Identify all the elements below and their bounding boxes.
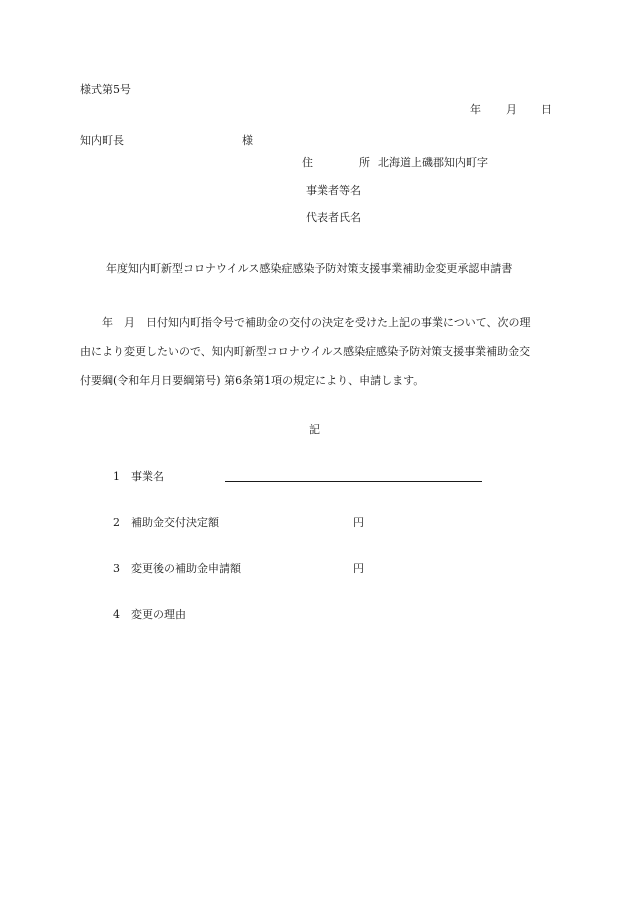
item-1-label: 事業名 <box>131 470 164 483</box>
address-label-second-char: 所 <box>359 156 370 169</box>
item-2-unit: 円 <box>353 516 364 529</box>
form-number: 様式第5号 <box>80 83 131 96</box>
body-line-3: 付要綱(令和年月日要綱第号) 第6条第1項の規定により、申請します。 <box>80 374 425 387</box>
addressee-honorific: 様 <box>242 134 253 147</box>
project-name-underline <box>225 481 482 482</box>
item-3-number: 3 <box>113 562 120 575</box>
body-paragraph <box>80 308 550 395</box>
item-4-label: 変更の理由 <box>131 608 186 621</box>
document-title: 年度知内町新型コロナウイルス感染症感染予防対策支援事業補助金変更承認申請書 <box>106 262 513 275</box>
item-1-number: 1 <box>113 470 120 483</box>
address-label-first-char: 住 <box>302 156 313 169</box>
body-line-2: 由により変更したいので、知内町新型コロナウイルス感染症感染予防対策支援事業補助金交 <box>80 345 531 358</box>
item-4-number: 4 <box>113 608 120 621</box>
address-value: 北海道上磯郡知内町字 <box>378 156 488 169</box>
addressee-name: 知内町長 <box>80 134 124 147</box>
date-day-label: 日 <box>541 103 552 116</box>
company-name-label: 事業者等名 <box>306 184 361 197</box>
representative-name-label: 代表者氏名 <box>306 211 361 224</box>
date-month-label: 月 <box>506 103 517 116</box>
item-2-label: 補助金交付決定額 <box>131 516 219 529</box>
date-year-label: 年 <box>470 103 481 116</box>
ki-heading: 記 <box>309 423 320 436</box>
item-3-label: 変更後の補助金申請額 <box>131 562 241 575</box>
item-3-unit: 円 <box>353 562 364 575</box>
item-2-number: 2 <box>113 516 120 529</box>
body-line-1: 年 月 日付知内町指令号で補助金の交付の決定を受けた上記の事業について、次の理 <box>102 316 531 329</box>
